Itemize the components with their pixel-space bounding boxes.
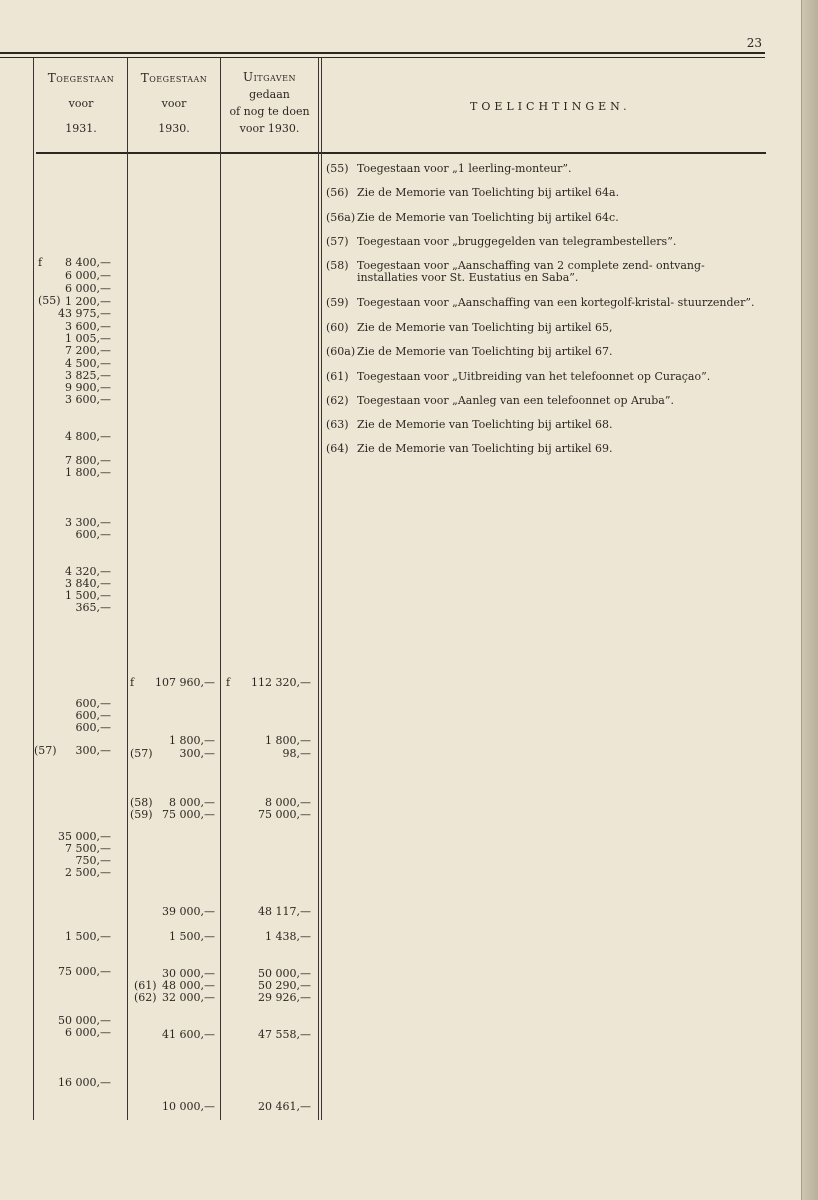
note-item: [326, 260, 766, 284]
col1-amount: 8 400,—: [65, 256, 111, 269]
header-col3-line3: of nog te doen: [229, 105, 310, 118]
col3-amount: 48 117,—: [258, 905, 311, 918]
note-number: (57): [326, 235, 349, 248]
col1-amount: 4 320,—: [65, 565, 111, 578]
note-item: [326, 297, 766, 309]
col3-amount: 75 000,—: [258, 808, 311, 821]
header-col3-line4: voor 1930.: [239, 122, 300, 135]
col1-amount: 1 200,—: [65, 295, 111, 308]
col2-amount: 10 000,—: [162, 1100, 215, 1113]
col1-amount: 1 800,—: [65, 466, 111, 479]
header-col1-line3: 1931.: [65, 122, 97, 135]
col2-total: 107 960,—: [155, 676, 215, 689]
col3-total: 112 320,—: [251, 676, 311, 689]
col3-amount: 1 800,—: [265, 734, 311, 747]
col2-amount: 39 000,—: [162, 905, 215, 918]
top-rule-thin: [0, 57, 765, 58]
top-rule: [0, 52, 765, 54]
col2-amount: 1 500,—: [169, 930, 215, 943]
col1-amount: 75 000,—: [58, 965, 111, 978]
note-number: (55): [326, 162, 349, 175]
col1-amount: 7 500,—: [65, 842, 111, 855]
col2-amount: 30 000,—: [162, 967, 215, 980]
col1-mark-57: (57): [34, 744, 57, 757]
col3-amount: 1 438,—: [265, 930, 311, 943]
note-text: Toegestaan voor „Aanschaffing van 2 complete zend- ontvang- installaties voor St. Eustatius en Saba”.: [357, 259, 705, 284]
note-text: Zie de Memorie van Toelichting bij artikel 68.: [357, 418, 613, 431]
col2-amount: 300,—: [179, 747, 215, 760]
note-number: (62): [326, 394, 349, 407]
note-number: (63): [326, 418, 349, 431]
note-text: Zie de Memorie van Toelichting bij artikel 69.: [357, 442, 613, 455]
col1-amount: 600,—: [75, 721, 111, 734]
col1-amount: 50 000,—: [58, 1014, 111, 1027]
col3-amount: 8 000,—: [265, 796, 311, 809]
col1-amount: 9 900,—: [65, 381, 111, 394]
col1-amount: 3 840,—: [65, 577, 111, 590]
col3-amount: 50 000,—: [258, 967, 311, 980]
col3-f-mark: f: [226, 676, 231, 689]
col1-f-mark: f: [38, 256, 43, 269]
col1-amount: 4 500,—: [65, 357, 111, 370]
col-divider-3: [318, 58, 319, 1120]
note-item: [326, 395, 766, 407]
col3-amount: 47 558,—: [258, 1028, 311, 1041]
col1-amount: 1 005,—: [65, 332, 111, 345]
note-number: (59): [326, 296, 349, 309]
col1-amount: 3 600,—: [65, 393, 111, 406]
note-item: [326, 371, 766, 383]
col1-amount: 6 000,—: [65, 282, 111, 295]
note-text: Toegestaan voor „1 leerling-monteur”.: [357, 162, 572, 175]
note-text: Toegestaan voor „Aanschaffing van een kortegolf-kristal- stuurzender”.: [357, 296, 755, 309]
header-col1: [36, 72, 126, 148]
note-item: [326, 419, 766, 431]
note-text: Zie de Memorie van Toelichting bij artikel 64c.: [357, 211, 619, 224]
header-col3: [221, 70, 318, 136]
note-item: [326, 212, 766, 224]
col1-amount: 2 500,—: [65, 866, 111, 879]
note-item: [326, 443, 766, 455]
note-number: (60): [326, 321, 349, 334]
note-number: (60a): [326, 345, 356, 358]
header-col3-line1: Uitgaven: [243, 70, 296, 84]
note-text: Zie de Memorie van Toelichting bij artikel 64a.: [357, 186, 620, 199]
col1-amount: 1 500,—: [65, 589, 111, 602]
col2-mark-62: (62): [134, 991, 157, 1004]
col1-amount: 3 825,—: [65, 369, 111, 382]
col2-mark-58: (58): [130, 796, 153, 809]
col1-amount: 16 000,—: [58, 1076, 111, 1089]
note-item: [326, 187, 766, 199]
header-col1-line2: voor: [68, 97, 94, 110]
col1-amount: 365,—: [75, 601, 111, 614]
col1-mark-55: (55): [38, 294, 61, 307]
col2-amount: 41 600,—: [162, 1028, 215, 1041]
col2-mark-59: (59): [130, 808, 153, 821]
note-number: (56): [326, 186, 349, 199]
note-number: (61): [326, 370, 349, 383]
col-divider-3b: [321, 58, 322, 1120]
col1-amount: 600,—: [75, 697, 111, 710]
note-number: (58): [326, 259, 349, 272]
note-item: [326, 163, 766, 175]
note-text: Zie de Memorie van Toelichting bij artikel 65,: [357, 321, 613, 334]
col1-amount: 750,—: [75, 854, 111, 867]
note-text: Toegestaan voor „bruggegelden van telegrambestellers”.: [357, 235, 677, 248]
note-item: [326, 322, 766, 334]
note-item: [326, 346, 766, 358]
header-col2-line1: Toegestaan: [140, 71, 208, 85]
header-col2-line2: voor: [161, 97, 187, 110]
col2-amount: 32 000,—: [162, 991, 215, 1004]
col2-amount: 8 000,—: [169, 796, 215, 809]
col1-amount: 6 000,—: [65, 269, 111, 282]
col2-mark-61: (61): [134, 979, 157, 992]
left-margin-line: [33, 58, 34, 1120]
col-divider-2: [220, 58, 221, 1120]
col2-amount: 48 000,—: [162, 979, 215, 992]
col2-f-mark: f: [130, 676, 135, 689]
col1-amount: 35 000,—: [58, 830, 111, 843]
header-col3-line2: gedaan: [249, 88, 290, 101]
note-item: [326, 236, 766, 248]
col3-amount: 50 290,—: [258, 979, 311, 992]
col1-amount: 3 300,—: [65, 516, 111, 529]
col1-amount: 6 000,—: [65, 1026, 111, 1039]
col2-mark-57: (57): [130, 747, 153, 760]
note-text: Zie de Memorie van Toelichting bij artikel 67.: [357, 345, 613, 358]
header-col2-line3: 1930.: [158, 122, 190, 135]
col1-amount: 600,—: [75, 709, 111, 722]
col2-amount: 75 000,—: [162, 808, 215, 821]
col1-amount: 4 800,—: [65, 430, 111, 443]
note-number: (56a): [326, 211, 356, 224]
col3-amount: 29 926,—: [258, 991, 311, 1004]
col1-amount: 300,—: [75, 744, 111, 757]
col1-amount: 7 800,—: [65, 454, 111, 467]
col3-amount: 20 461,—: [258, 1100, 311, 1113]
note-number: (64): [326, 442, 349, 455]
header-rule: [36, 152, 766, 154]
col3-amount: 98,—: [282, 747, 311, 760]
header-col1-line1: Toegestaan: [47, 71, 115, 85]
header-toelichtingen: TOELICHTINGEN.: [470, 100, 631, 113]
page-number: 23: [746, 36, 762, 50]
col1-amount: 1 500,—: [65, 930, 111, 943]
col1-amount: 600,—: [75, 528, 111, 541]
col1-amount: 43 975,—: [58, 307, 111, 320]
col2-amount: 1 800,—: [169, 734, 215, 747]
note-text: Toegestaan voor „Uitbreiding van het telefoonnet op Curaçao”.: [357, 370, 711, 383]
col1-amount: 3 600,—: [65, 320, 111, 333]
page-edge: [801, 0, 818, 1200]
header-col2: [128, 72, 220, 148]
col1-amount: 7 200,—: [65, 344, 111, 357]
note-text: Toegestaan voor „Aanleg van een telefoonnet op Aruba”.: [357, 394, 674, 407]
col-divider-1: [127, 58, 128, 1120]
